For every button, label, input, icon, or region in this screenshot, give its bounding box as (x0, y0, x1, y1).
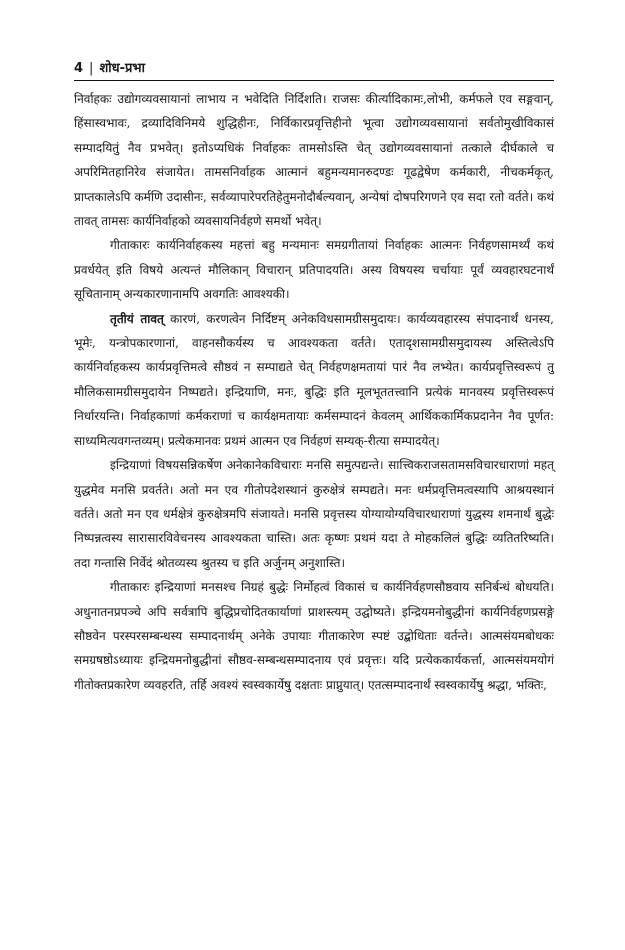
paragraph-text: गीताकारः इन्द्रियाणां मनसश्च निग्रहं बुद्धेः निर्मोहत्वं विकासं च कार्यनिर्वहणसौष्ठवाय सनिर्बन्धं बोधयति। अधुनातनप्रपञ्चे अपि सर्वत्रापि बुद्धिप्रचोदितकार्याणां प्राशस्त्यम् उद्घोष्यते। इन्द्रियमनोबुद्धीनां कार्यनिर्वहणप्रसङ्गे सौष्ठवेन परस्परसम्बन्धस्य सम्पादनार्थम् अनेके उपायाः गीताकारेण स्पष्टं उद्बोधिताः वर्तन्ते। आत्मसंयमबोधकः समग्रषष्ठोऽध्यायः इन्द्रियमनोबुद्धीनां सौष्ठव-सम्बन्धसम्पादनाय एवं प्रवृत्तः। यदि प्रत्येककार्यकर्त्ता, आत्मसंयमयोगं गीतोक्तप्रकारेण व्यवहरति, तर्हि अवश्यं स्वस्वकार्येषु दक्षताः प्राप्नुयात्। एतत्सम्पादनार्थं स्वस्वकार्येषु श्रद्धा, भक्तिः, (74, 580, 554, 692)
paragraph-2 (74, 233, 554, 306)
journal-title: शोध-प्रभा (99, 61, 145, 76)
paragraph-5 (74, 575, 554, 697)
header-separator: | (89, 61, 94, 76)
document-page (74, 58, 554, 697)
paragraph-text: गीताकारः कार्यनिर्वाहकस्य महत्तां बहु मन्यमानः समग्रगीतायां निर्वाहकः आत्मनः निर्वहणसामर्थ्यं कथं प्रवर्धयेत् इति विषये अत्यन्तं मौलिकान् विचारान् प्रतिपादयति। अस्य विषयस्य चर्चायाः पूर्वं व्यवहारघटनार्थं सूचितानाम् अन्यकारणानामपि अवगतिः आवश्यकी। (74, 238, 554, 302)
paragraph-text: कारणं, करणत्वेन निर्दिष्टम् अनेकविधसामग्रीसमुदायः। कार्यव्यवहारस्य संपादनार्थं धनस्य, भूमेः, यन्त्रोपकारणानां, वाहनसौकर्यस्य च आवश्यकता वर्तते। एतादृशसामग्रीसमुदायस्य अस्तित्वेऽपि कार्यनिर्वाहकस्य कार्यप्रवृत्तिमत्वे सौष्ठवं न सम्पाद्यते चेत् निर्वहणक्षमतायां पारं नैव लभ्येत। कार्यप्रवृत्तिस्वरूपं तु मौलिकसामग्रीसमुदायेन निष्पद्यते। इन्द्रियाणि, मनः, बुद्धिः इति मूलभूततत्त्वानि प्रत्येकं मानवस्य प्रवृत्तिस्वरूपं निर्धारयन्ति। निर्वाहकाणां कर्मकराणां च कार्यक्षमतायाः कर्मसम्पादनं केवलम् आर्थिककार्मिकप्रदानेन नैव पूर्णत: साध्यमित्यवगन्तव्यम्। प्रत्येकमानवः प्रथमं आत्मन एव निर्वहणं सम्यक्-रीत्या सम्पादयेत्। (74, 311, 554, 448)
paragraph-1 (74, 87, 554, 233)
paragraph-4 (74, 453, 554, 575)
page-number: 4 (74, 61, 84, 76)
paragraph-text: इन्द्रियाणां विषयसन्निकर्षेण अनेकानेकविचाराः मनसि समुत्पद्यन्ते। सात्त्विकराजसतामसविचारधाराणां महत् युद्धमेव मनसि प्रवर्तते। अतो मन एव गीतोपदेशस्थानं कुरुक्षेत्रं सम्पद्यते। मनः धर्मप्रवृत्तिमत्वस्यापि आश्रयस्थानं वर्तते। अतो मन एव धर्मक्षेत्रं कुरुक्षेत्रमपि संजायते। मनसि प्रवृत्तस्य योग्यायोग्यविचारधाराणां युद्धस्य शमनार्थं बुद्धेः निष्पन्नत्वस्य सारासारविवेचनस्य आवश्यकता चास्ति। अतः कृष्णः प्रथमं यदा ते मोहकलिलं बुद्धिः व्यतितरिष्यति। तदा गन्तासि निर्वेदं श्रोतव्यस्य श्रुतस्य च इति अर्जुनम् अनुशास्ति। (74, 458, 554, 570)
paragraph-text: निर्वाहकः उद्योगव्यवसायानां लाभाय न भवेदिति निर्दिशति। राजसः कीर्त्यादिकामः,लोभी, कर्मफले एव सङ्गवान्, हिंसास्वभावः, द्रव्यादिविनिमये शुद्धिहीनः, निर्विकारप्रवृत्तिहीनो भूत्वा उद्योगव्यवसायानां सर्वतोमुखीविकासं सम्पादयितुं नैव प्रभवेत्। इतोऽप्यधिकं निर्वाहकः तामसोऽस्ति चेत् उद्योगव्यवसायानां तत्काले दीर्घकाले च अपरिमितहानिरेव संजायेत। तामसनिर्वाहक आत्मानं बहुमन्यमानरुदण्डः गूढद्वेषेण कर्मकारी, नीचकर्मकृत्, प्राप्तकालेऽपि कर्मणि उदासीनः, सर्वव्यापारेपरतिहेतुमनोदौर्बल्यवान्, अन्येषां दोषपरिगणने एव सदा रतो वर्तते। कथं तावत् तामसः कार्यनिर्वाहको व्यवसायनिर्वहणे समर्थो भवेत्। (74, 92, 554, 229)
paragraph-lead: तृतीयं तावत् (110, 311, 164, 326)
running-header (74, 58, 554, 81)
article-body (74, 87, 554, 697)
paragraph-3 (74, 307, 554, 453)
